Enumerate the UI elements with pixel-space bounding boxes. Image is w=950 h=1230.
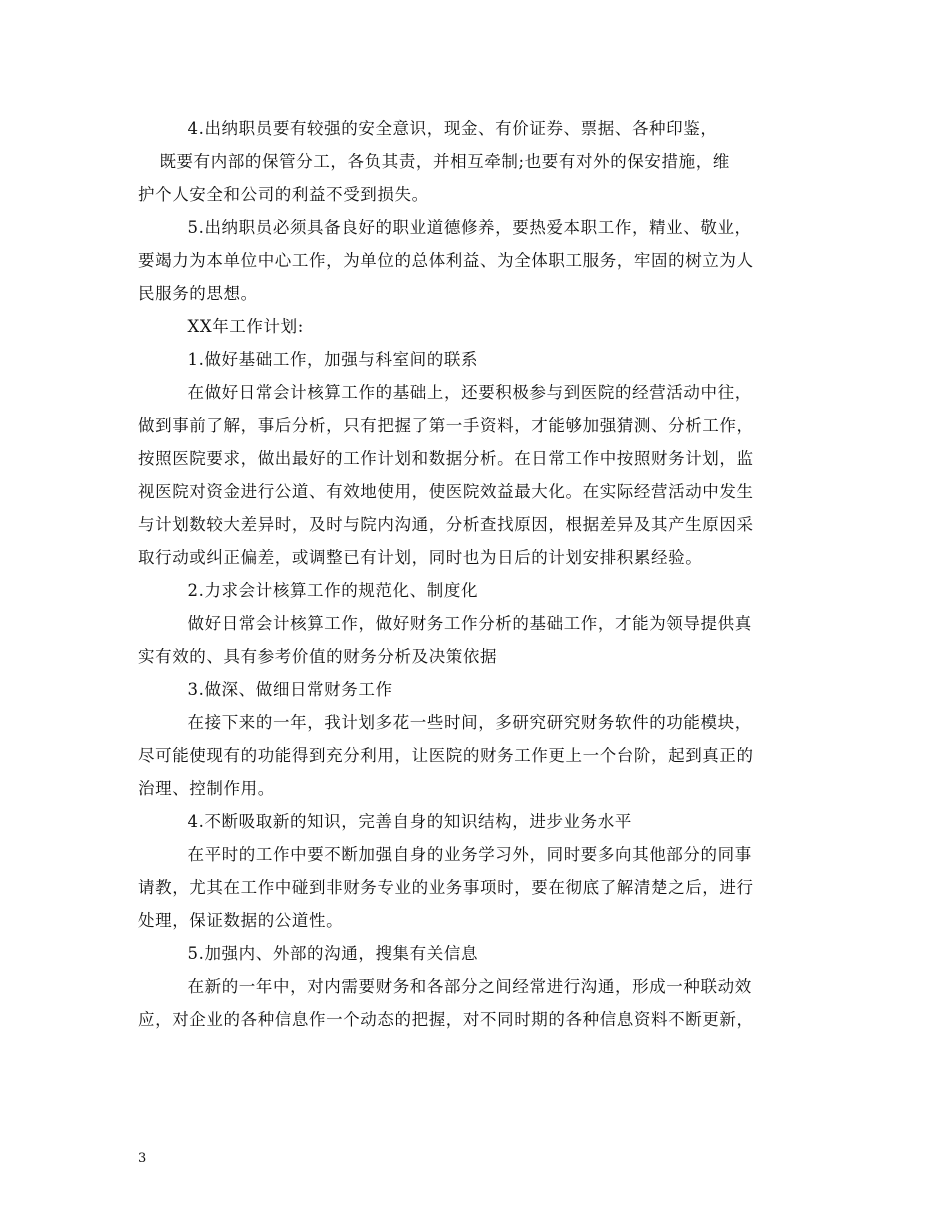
text-line: 做好日常会计核算工作，做好财务工作分析的基础工作，才能为领导提供真: [187, 614, 752, 633]
text-line: 请教，尤其在工作中碰到非财务专业的业务事项时，要在彻底了解清楚之后，进行: [138, 878, 754, 897]
text-line: 在接下来的一年，我计划多花一些时间，多研究研究财务软件的功能模块，: [187, 713, 752, 732]
text-line: 与计划数较大差异时，及时与院内沟通，分析查找原因，根据差异及其产生原因采: [138, 515, 754, 534]
plan-item-4-body: [138, 838, 814, 937]
text-line: 在做好日常会计核算工作的基础上，还要积极参与到医院的经营活动中往，: [187, 383, 752, 402]
text-line: 处理，保证数据的公道性。: [138, 911, 344, 930]
plan-item-5-title: [138, 937, 814, 970]
plan-item-1-body: [138, 376, 814, 574]
text-line: 要竭力为本单位中心工作，为单位的总体利益、为全体职工服务，牢固的树立为人: [138, 251, 754, 270]
paragraph-cashier-ethics: [138, 211, 814, 310]
text-line: 4.出纳职员要有较强的安全意识，现金、有价证券、票据、各种印鉴，: [187, 119, 718, 138]
section-heading-work-plan: [138, 310, 814, 343]
plan-item-2-body: [138, 607, 814, 673]
text-line: 治理、控制作用。: [138, 779, 275, 798]
paragraph-cashier-security: [138, 112, 814, 211]
plan-item-3-body: [138, 706, 814, 805]
text-line: 5.加强内、外部的沟通，搜集有关信息: [187, 944, 479, 963]
text-line: 既要有内部的保管分工，各负其责，并相互牵制;也要有对外的保安措施，维: [159, 152, 730, 171]
text-line: XX年工作计划:: [187, 317, 304, 336]
text-line: 在平时的工作中要不断加强自身的业务学习外，同时要多向其他部分的同事: [187, 845, 752, 864]
text-line: 实有效的、具有参考价值的财务分析及决策依据: [138, 647, 498, 666]
text-line: 护个人安全和公司的利益不受到损失。: [138, 185, 429, 204]
text-line: 民服务的思想。: [138, 284, 258, 303]
text-line: 4.不断吸取新的知识，完善自身的知识结构，进步业务水平: [187, 812, 632, 831]
text-line: 做到事前了解，事后分析，只有把握了第一手资料，才能够加强猜测、分析工作，: [138, 416, 754, 435]
text-line: 取行动或纠正偏差，或调整已有计划，同时也为日后的计划安排积累经验。: [138, 548, 703, 567]
plan-item-5-body: [138, 970, 814, 1036]
plan-item-1-title: [138, 343, 814, 376]
plan-item-4-title: [138, 805, 814, 838]
text-line: 按照医院要求，做出最好的工作计划和数据分析。在日常工作中按照财务计划，监: [138, 449, 754, 468]
document-body: [138, 112, 814, 1036]
text-line: 5.出纳职员必须具备良好的职业道德修养，要热爱本职工作，精业、敬业，: [187, 218, 752, 237]
text-line: 3.做深、做细日常财务工作: [187, 680, 393, 699]
text-line: 2.力求会计核算工作的规范化、制度化: [187, 581, 479, 600]
text-line: 尽可能使现有的功能得到充分利用，让医院的财务工作更上一个台阶，起到真正的: [138, 746, 754, 765]
text-line: 1.做好基础工作，加强与科室间的联系: [187, 350, 479, 369]
plan-item-3-title: [138, 673, 814, 706]
plan-item-2-title: [138, 574, 814, 607]
text-line: 视医院对资金进行公道、有效地使用，使医院效益最大化。在实际经营活动中发生: [138, 482, 754, 501]
page-number: 3: [138, 1151, 147, 1166]
text-line: 应，对企业的各种信息作一个动态的把握，对不同时期的各种信息资料不断更新，: [138, 1010, 754, 1029]
text-line: 在新的一年中，对内需要财务和各部分之间经常进行沟通，形成一种联动效: [187, 977, 752, 996]
